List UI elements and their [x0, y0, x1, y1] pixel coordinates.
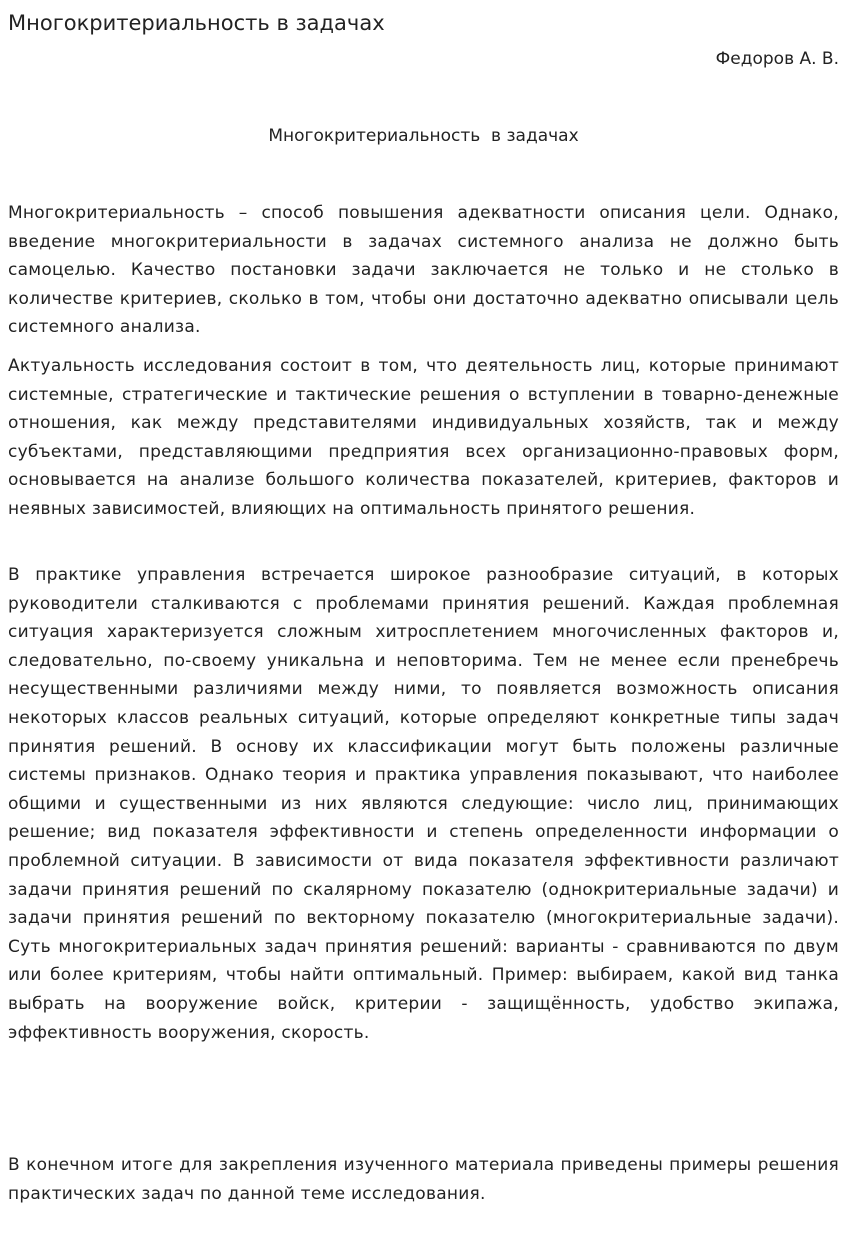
- paragraph-conclusion: В конечном итоге для закрепления изученного материала приведены примеры решения практических задач по данной теме исследования.: [8, 1155, 839, 1204]
- paragraph-relevance: Актуальность исследования состоит в том, что деятельность лиц, которые принимают системные, стратегические и тактические решения о вступлении в товарно-денежные отношения, как между представителями индивидуальных хозяйств, так и между субъектами, представляющими предприятия всех организационно-правовых форм, основывается на анализе большого количества показателей, критериев, факторов и неявных зависимостей, влияющих на оптимальность принятого решения.: [8, 356, 839, 519]
- paragraph-definition: Многокритериальность – способ повышения адекватности описания цели. Однако, введение многокритериальности в задачах системного анализа не должно быть самоцелью. Качество постановки задачи заключается не только и не столько в количестве критериев, сколько в том, чтобы они достаточно адекватно описывали цель системного анализа.: [8, 203, 839, 338]
- article-title: Многокритериальность в задачах: [268, 126, 579, 146]
- document-heading: Многокритериальность в задачах: [8, 11, 385, 35]
- paragraph-practice: В практике управления встречается широкое разнообразие ситуаций, в которых руководители сталкиваются с проблемами принятия решений. Каждая проблемная ситуация характеризуется сложным хитросплетением многочисленных факторов и, следовательно, по-своему уникальна и неповторима. Тем не менее если пренебречь несущественными различиями между ними, то появляется возможность описания некоторых классов реальных ситуаций, которые определяют конкретные типы задач принятия решений. В основу их классификации могут быть положены различные системы признаков. Однако теория и практика управления показывают, что наиболее общими и существенными из них являются следующие: число лиц, принимающих решение; вид показателя эффективности и степень определенности информации о проблемной ситуации. В зависимости от вида показателя эффективности различают задачи принятия решений по скалярному показателю (однокритериальные задачи) и задачи принятия решений по векторному показателю (многокритериальные задачи). Суть многокритериальных задач принятия решений: варианты - сравниваются по двум или более критериям, чтобы найти оптимальный. Пример: выбираем, какой вид танка выбрать на вооружение войск, критерии - защищённость, удобство экипажа, эффективность вооружения, скорость.: [8, 565, 839, 1043]
- author-name: Федоров А. В.: [715, 49, 839, 69]
